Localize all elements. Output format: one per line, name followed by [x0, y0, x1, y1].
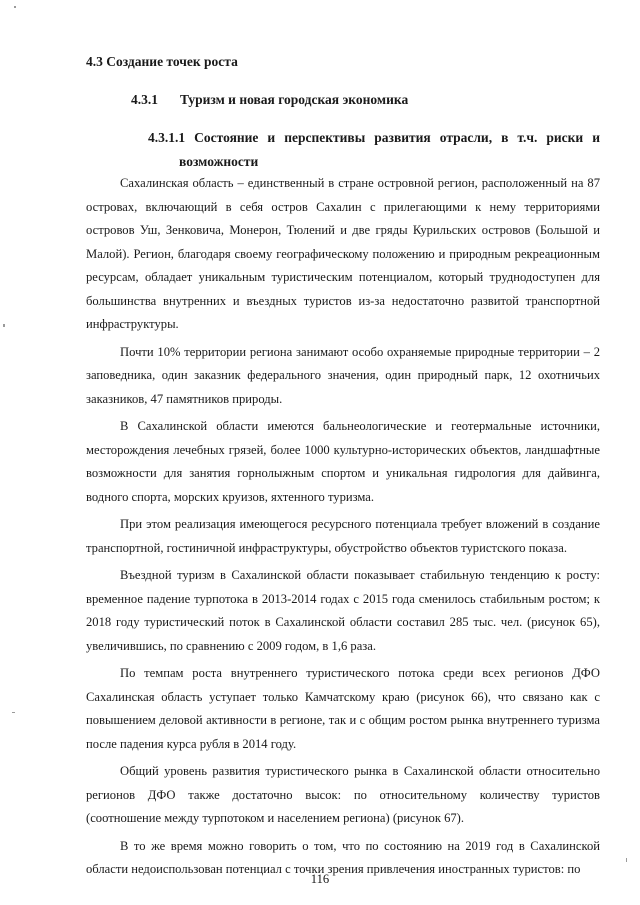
paragraph: Почти 10% территории региона занимают особо охраняемые природные территории – 2 заповедника, один заказник федерального значения, один природный парк, 12 охотничьих заказников, 47 памятников природы.: [86, 344, 600, 406]
scan-speck: [12, 712, 15, 713]
page-number: 116: [310, 872, 330, 886]
subsubsection-heading: [148, 126, 600, 174]
subsubsection-heading-line-2: возможности: [179, 154, 259, 169]
paragraph: При этом реализация имеющегося ресурсного потенциала требует вложений в создание транспортной, гостиничной инфраструктуры, обустройство объектов туристского показа.: [86, 517, 600, 555]
subsection-heading: [131, 92, 408, 108]
subsection-number: 4.3.1: [131, 92, 158, 107]
paragraph: В то же время можно говорить о том, что по состоянию на 2019 год в Сахалинской области недоиспользован потенциал с точки зрения привлечения иностранных туристов: по: [86, 838, 600, 876]
paragraph: В Сахалинской области имеются бальнеологические и геотермальные источники, месторождения лечебных грязей, более 1000 культурно-исторических объектов, ландшафтные возможности для занятия горнолыжным спортом и уникальная гидрология для дайвинга, водного спорта, морских круизов, яхтенного туризма.: [86, 419, 600, 504]
body-text: [86, 172, 600, 882]
section-heading: 4.3 Создание точек роста: [86, 54, 238, 69]
paragraph: По темпам роста внутреннего туристического потока среди всех регионов ДФО Сахалинская область уступает только Камчатскому краю (рисунок 66), что связано как с повышением деловой активности в регионе, так и с общим ростом рынка внутреннего туризма после падения курса рубля в 2014 году.: [86, 666, 600, 751]
paragraph: Общий уровень развития туристического рынка в Сахалинской области относительно регионов ДФО также достаточно высок: по относительному количеству туристов (соотношение между турпотоком и населением региона) (рисунок 67).: [86, 764, 600, 825]
paragraph: Сахалинская область – единственный в стране островной регион, расположенный на 87 островах, включающий в себя остров Сахалин с прилегающими к нему территориями островов Уш, Зенковича, Монерон, Тюлений и две гряды Курильских островов (Большой и Малой). Регион, благодаря своему географическому положению и природным рекреационным ресурсам, обладает уникальным туристическим потенциалом, который труднодоступен для большинства внутренних и въездных туристов из-за недостаточно развитой транспортной инфраструктуры.: [86, 176, 600, 331]
subsection-title: Туризм и новая городская экономика: [180, 92, 409, 107]
scan-speck: [14, 6, 16, 8]
scan-speck: [3, 324, 5, 327]
scan-speck: [626, 858, 627, 862]
subsubsection-heading-line-1: 4.3.1.1 Состояние и перспективы развития отрасли, в т.ч. риски и: [148, 130, 600, 145]
paragraph: Въездной туризм в Сахалинской области показывает стабильную тенденцию к росту: временное падение турпотока в 2013-2014 годах с 2015 года сменилось стабильным ростом; к 2018 году туристический поток в Сахалинской области составил 285 тыс. чел. (рисунок 65), увеличившись, по сравнению с 2009 годом, в 1,6 раза.: [86, 568, 600, 653]
